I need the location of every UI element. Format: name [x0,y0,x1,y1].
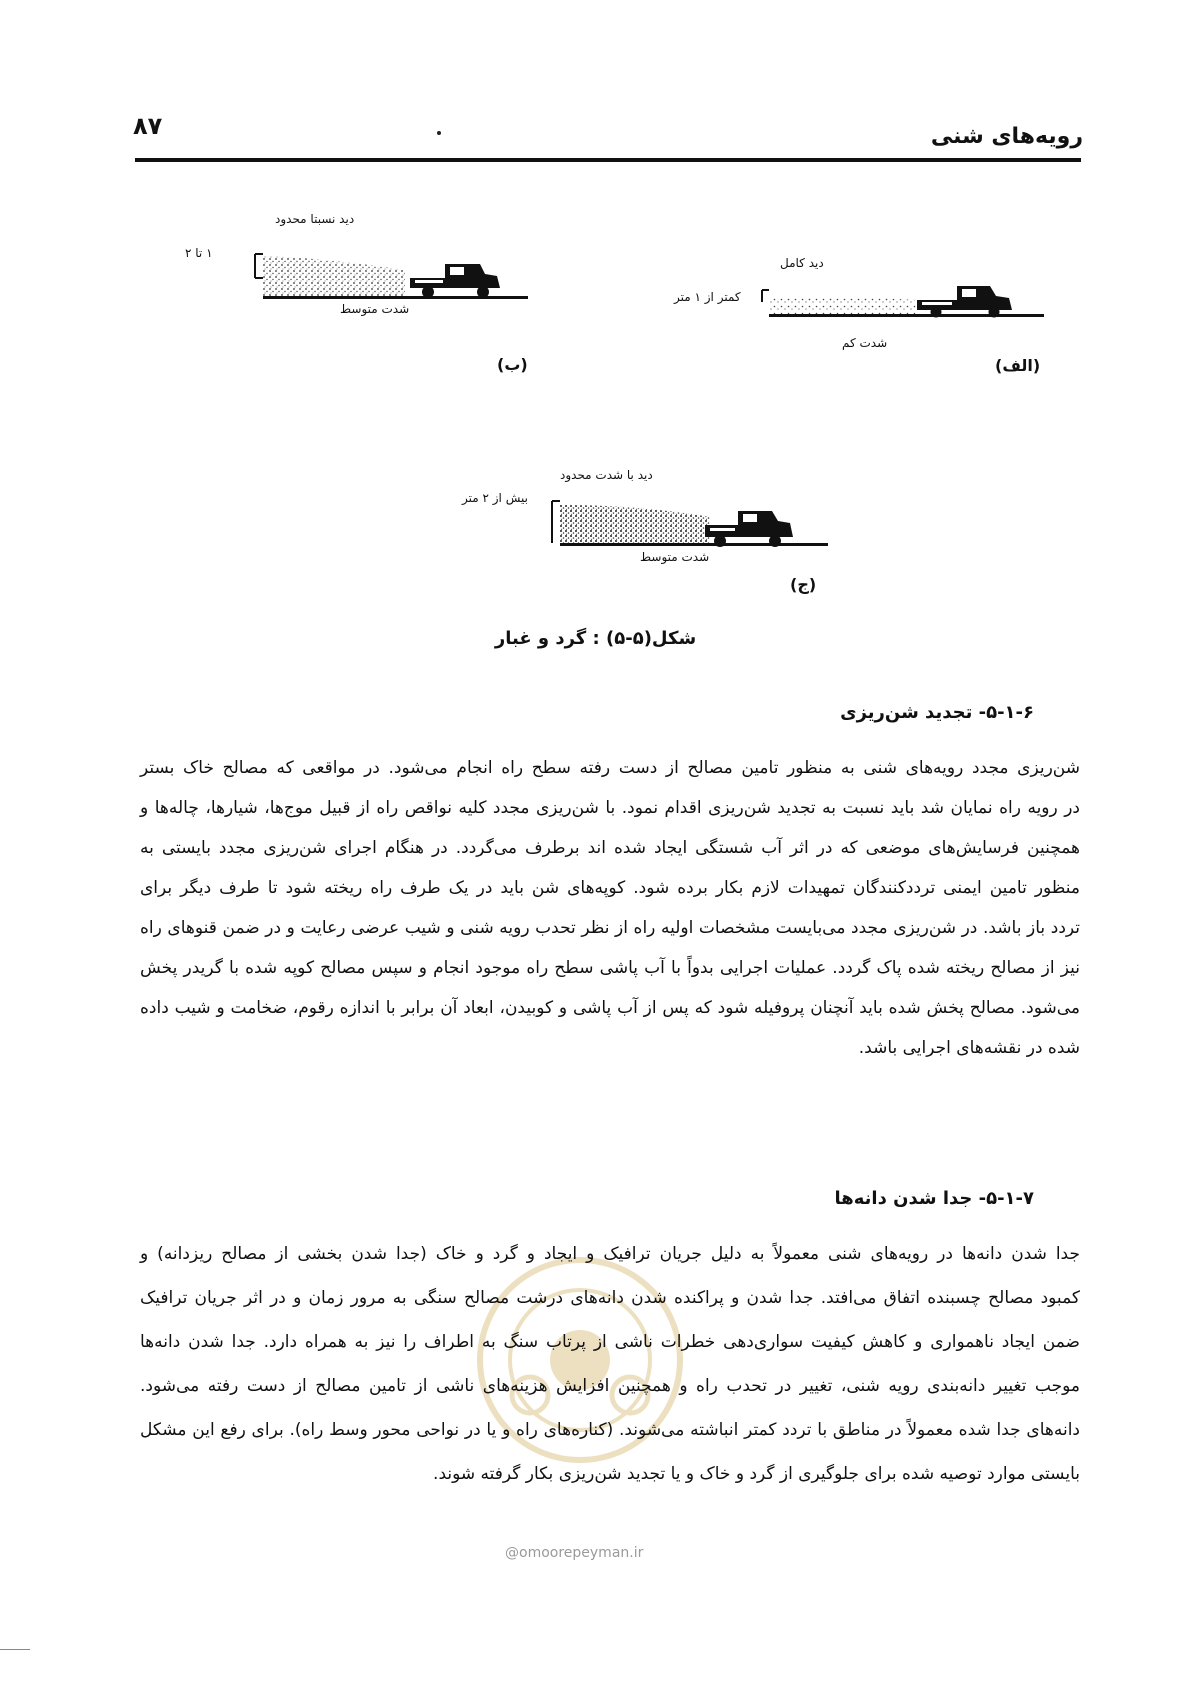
panel-b-intensity: شدت متوسط [340,302,410,316]
figure-panel-a [674,256,1052,350]
page-number: ۸۷ [133,112,163,140]
paragraph-line: دانه‌های جدا شده معمولاً در مناطق با تردد کمتر انباشته می‌شوند. (کناره‌های راه و یا در نواحی محور وسط راه). برای رفع این مشکل [140,1420,1080,1440]
header-rule [135,158,1081,162]
panel-a-intensity: شدت کم [842,336,888,350]
paragraph-line: بایستی موارد توصیه شده برای جلوگیری از گرد و خاک و یا تجدید شن‌ریزی بکار گرفته شوند. [433,1464,1080,1484]
panel-c-height: بیش از ۲ متر [462,491,528,505]
panel-a-visibility: دید کامل [780,256,824,270]
watermark-text: @omoorepeyman.ir [505,1545,644,1561]
panel-a-label: (الف) [995,356,1041,375]
panel-b-height: ۱ تا ۲ [185,246,213,260]
figure-caption: شکل(۵-۵) : گرد و غبار [494,628,697,649]
corner-mark [0,1649,30,1650]
paragraph-line: نیز از مصالح ریخته شده پاک گردد. عملیات اجرایی بدواً با آب پاشی سطح راه موجود انجام و سپس مصالح کوپه شده با گریدر پخش [140,958,1080,978]
paragraph-line: ضمن ایجاد ناهمواری و کاهش کیفیت سواری‌دهی خطرات ناشی از پرتاب سنگ به اطراف را نیز به همراه دارد. جدا شدن دانه‌ها [140,1332,1080,1352]
panel-b-visibility: دید نسبتا محدود [275,212,355,226]
header-dot [437,131,441,135]
section-body-raveling [140,1232,1080,1496]
section-heading-resurfacing: ۵-۱-۶- تجدید شن‌ریزی [840,702,1034,723]
paragraph-line: منظور تامین ایمنی ترددکنندگان تمهیدات لازم بکار برده شود. کوپه‌های شن باید در یک طرف راه ریخته شود تا طرف دیگر برای [140,878,1080,898]
panel-c-label: (ج) [790,575,817,594]
panel-c-visibility: دید با شدت محدود [560,468,653,482]
paragraph-line: شن‌ریزی مجدد رویه‌های شنی به منظور تامین مصالح از دست رفته سطح راه انجام می‌شود. در مواقعی که مصالح خاک بستر [140,758,1080,778]
paragraph-line: تردد باز باشد. در شن‌ریزی مجدد می‌بایست مشخصات اولیه راه از نظر تحدب رویه شنی و شیب عرضی رعایت و در ضمن قنوهای راه [140,918,1080,938]
panel-a-illustration [752,270,1052,330]
panel-a-height: کمتر از ۱ متر [674,290,741,304]
figure-panel-b [185,212,545,320]
panel-b-label: (ب) [497,355,528,374]
paragraph-line: شده در نقشه‌های اجرایی باشد. [858,1038,1080,1058]
paragraph-line: در رویه راه نمایان شد باید نسبت به تجدید شن‌ریزی اقدام نمود. با شن‌ریزی مجدد کلیه نواقص راه از قبیل موج‌ها، شیارها، چاله‌ها و [140,798,1080,818]
running-title: رویه‌های شنی [930,124,1083,149]
section-body-resurfacing [140,748,1080,1068]
paragraph-line: موجب تغییر دانه‌بندی رویه شنی، تغییر در تحدب راه و همچنین افزایش هزینه‌های ناشی از تامین مصالح از دست رفته می‌شود. [140,1376,1080,1396]
figure-panel-c [462,468,840,575]
section-heading-raveling: ۵-۱-۷- جدا شدن دانه‌ها [834,1188,1034,1209]
panel-c-intensity: شدت متوسط [640,550,710,564]
paragraph-line: کمبود مصالح چسبنده اتفاق می‌افتد. جدا شدن و پراکنده شدن دانه‌های درشت مصالح سنگی به مرور زمان و در اثر جریان ترافیک [140,1288,1080,1308]
paragraph-line: همچنین فرسایش‌های موضعی که در اثر آب شستگی ایجاد شده اند برطرف می‌گردد. در هنگام اجرای شن‌ریزی مجدد بایستی به [140,838,1080,858]
paragraph-line: جدا شدن دانه‌ها در رویه‌های شنی معمولاً به دلیل جریان ترافیک و ایجاد و گرد و خاک (جدا شدن بخشی از مصالح ریزدانه) و [140,1244,1080,1264]
paragraph-line: می‌شود. مصالح پخش شده باید آنچنان پروفیله شود که پس از آب پاشی و کوبیدن، ابعاد آن برابر با اندازه رقوم، ضخامت و شیب داده [140,998,1080,1018]
